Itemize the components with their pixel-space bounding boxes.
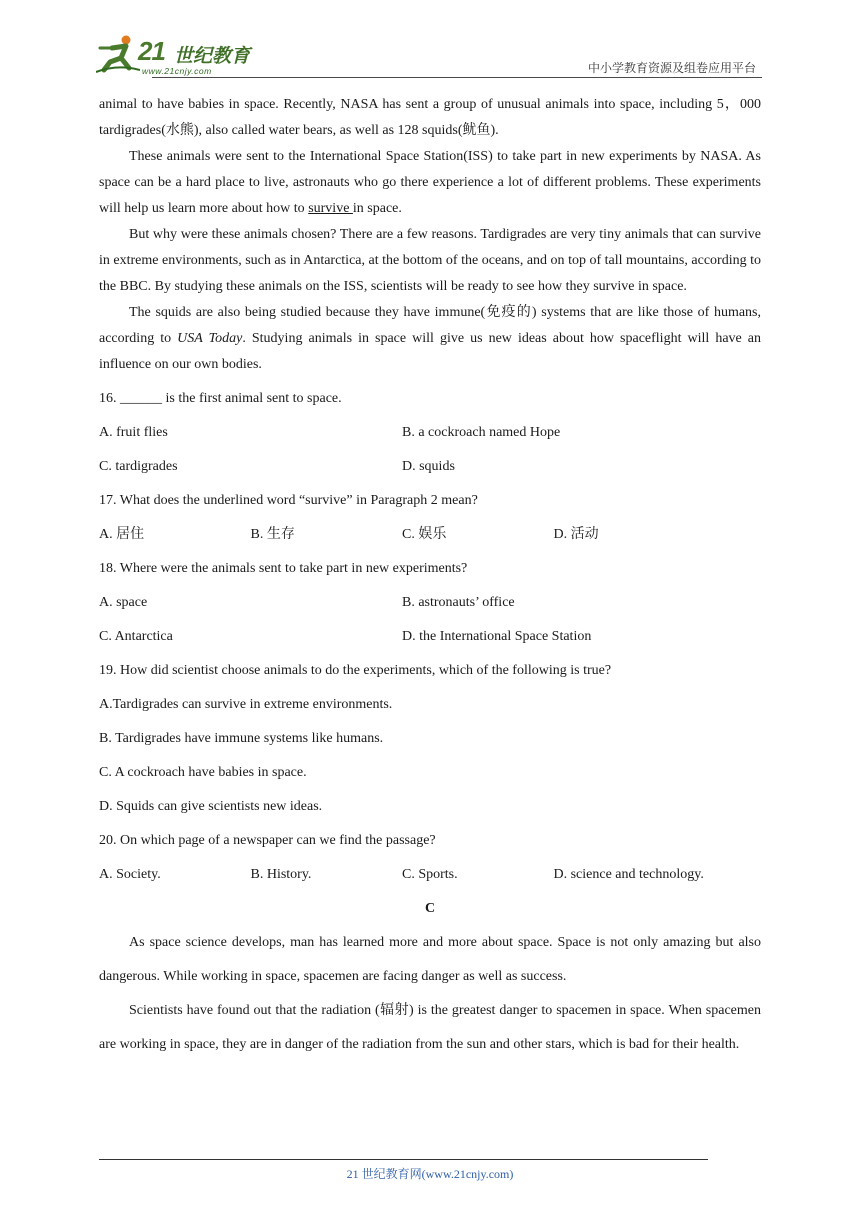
q19-option-b: B. Tardigrades have immune systems like humans. <box>99 731 384 746</box>
logo-chinese-text: 世纪教育 <box>174 45 251 67</box>
q16-option-a: A. fruit flies <box>99 425 168 440</box>
q19-option-a: A.Tardigrades can survive in extreme environments. <box>99 697 393 712</box>
paragraph-text: The squids are also being studied because they have immune(免疫的) systems that are like those of humans, according to <box>99 305 761 346</box>
question-17-options-row <box>99 518 761 552</box>
q16-option-d: D. squids <box>402 459 455 474</box>
passage-c-heading: C <box>424 901 436 916</box>
question-18-options-row-2 <box>99 620 761 654</box>
q20-option-a: A. Society. <box>99 867 161 882</box>
q18-option-b: B. astronauts’ office <box>402 595 515 610</box>
q20-option-b: B. History. <box>250 867 312 882</box>
question-16-options-row-1 <box>99 416 761 450</box>
question-18-options-row-1 <box>99 586 761 620</box>
page-footer: 21 世纪教育网(www.21cnjy.com) <box>346 1167 514 1181</box>
q17-option-c: C. 娱乐 <box>402 527 447 542</box>
q20-option-c: C. Sports. <box>402 867 458 882</box>
passage-b-paragraph-2 <box>99 222 761 300</box>
source-usa-today: USA Today <box>177 331 243 346</box>
header-platform-title: 中小学教育资源及组卷应用平台 <box>587 61 756 75</box>
question-16-options-row-2 <box>99 450 761 484</box>
q17-option-a: A. 居住 <box>99 527 145 542</box>
passage-b-paragraph-1 <box>99 144 761 222</box>
question-17-stem: 17. What does the underlined word “survive” in Paragraph 2 mean? <box>99 493 478 508</box>
q16-option-b: B. a cockroach named Hope <box>402 425 561 440</box>
passage-c-paragraph-2: Scientists have found out that the radiation (辐射) is the greatest danger to spacemen in space. When spacemen are working in space, they are in danger of the radiation from the sun and other stars, which is bad for their health. <box>99 1003 761 1052</box>
header-divider <box>152 77 762 78</box>
question-20-stem: 20. On which page of a newspaper can we find the passage? <box>99 833 436 848</box>
paragraph-text-end: . Studying animals in space will give us new ideas about how spaceflight will have an influence on our own bodies. <box>99 331 761 372</box>
passage-b-paragraph-0 <box>99 92 761 144</box>
q17-option-d: D. 活动 <box>553 527 599 542</box>
footer-divider <box>99 1159 708 1160</box>
q18-option-c: C. Antarctica <box>99 629 173 644</box>
q17-option-b: B. 生存 <box>250 527 295 542</box>
site-logo <box>94 32 264 78</box>
question-19-stem: 19. How did scientist choose animals to do the experiments, which of the following is true? <box>99 663 612 678</box>
document-body <box>99 92 761 1062</box>
logo-url: www.21cnjy.com <box>142 66 212 76</box>
q18-option-d: D. the International Space Station <box>402 629 592 644</box>
q16-option-c: C. tardigrades <box>99 459 178 474</box>
q20-option-d: D. science and technology. <box>553 867 704 882</box>
q18-option-a: A. space <box>99 595 148 610</box>
underlined-word-survive: survive <box>308 201 353 216</box>
paragraph-text: animal to have babies in space. Recently, NASA has sent a group of unusual animals into space, including 5，000 tardigrades(水熊), also called water bears, as well as 128 squids(鱿鱼). <box>99 97 761 138</box>
page-header <box>94 32 762 80</box>
q19-option-c: C. A cockroach have babies in space. <box>99 765 307 780</box>
question-20-options-row <box>99 858 761 892</box>
question-18-stem: 18. Where were the animals sent to take part in new experiments? <box>99 561 468 576</box>
passage-b-paragraph-3 <box>99 300 761 378</box>
paragraph-text: But why were these animals chosen? There are a few reasons. Tardigrades are very tiny animals that can survive in extreme environments, such as in Antarctica, at the bottom of the oceans, and on top of tall mountains, according to the BBC. By studying these animals on the ISS, scientists will be ready to see how they survive in space. <box>99 227 761 294</box>
runner-logo-icon <box>96 34 140 74</box>
paragraph-text-end: in space. <box>352 201 402 216</box>
paragraph-text: These animals were sent to the International Space Station(ISS) to take part in new experiments by NASA. As space can be a hard place to live, astronauts who go there experience a lot of different problems. These experiments will help us learn more about how to <box>99 149 761 216</box>
question-16-stem: 16. ______ is the first animal sent to space. <box>99 391 342 406</box>
passage-c-paragraph-1: As space science develops, man has learned more and more about space. Space is not only amazing but also dangerous. While working in space, spacemen are facing danger as well as success. <box>99 935 761 984</box>
q19-option-d: D. Squids can give scientists new ideas. <box>99 799 323 814</box>
logo-number: 21 <box>138 36 165 66</box>
